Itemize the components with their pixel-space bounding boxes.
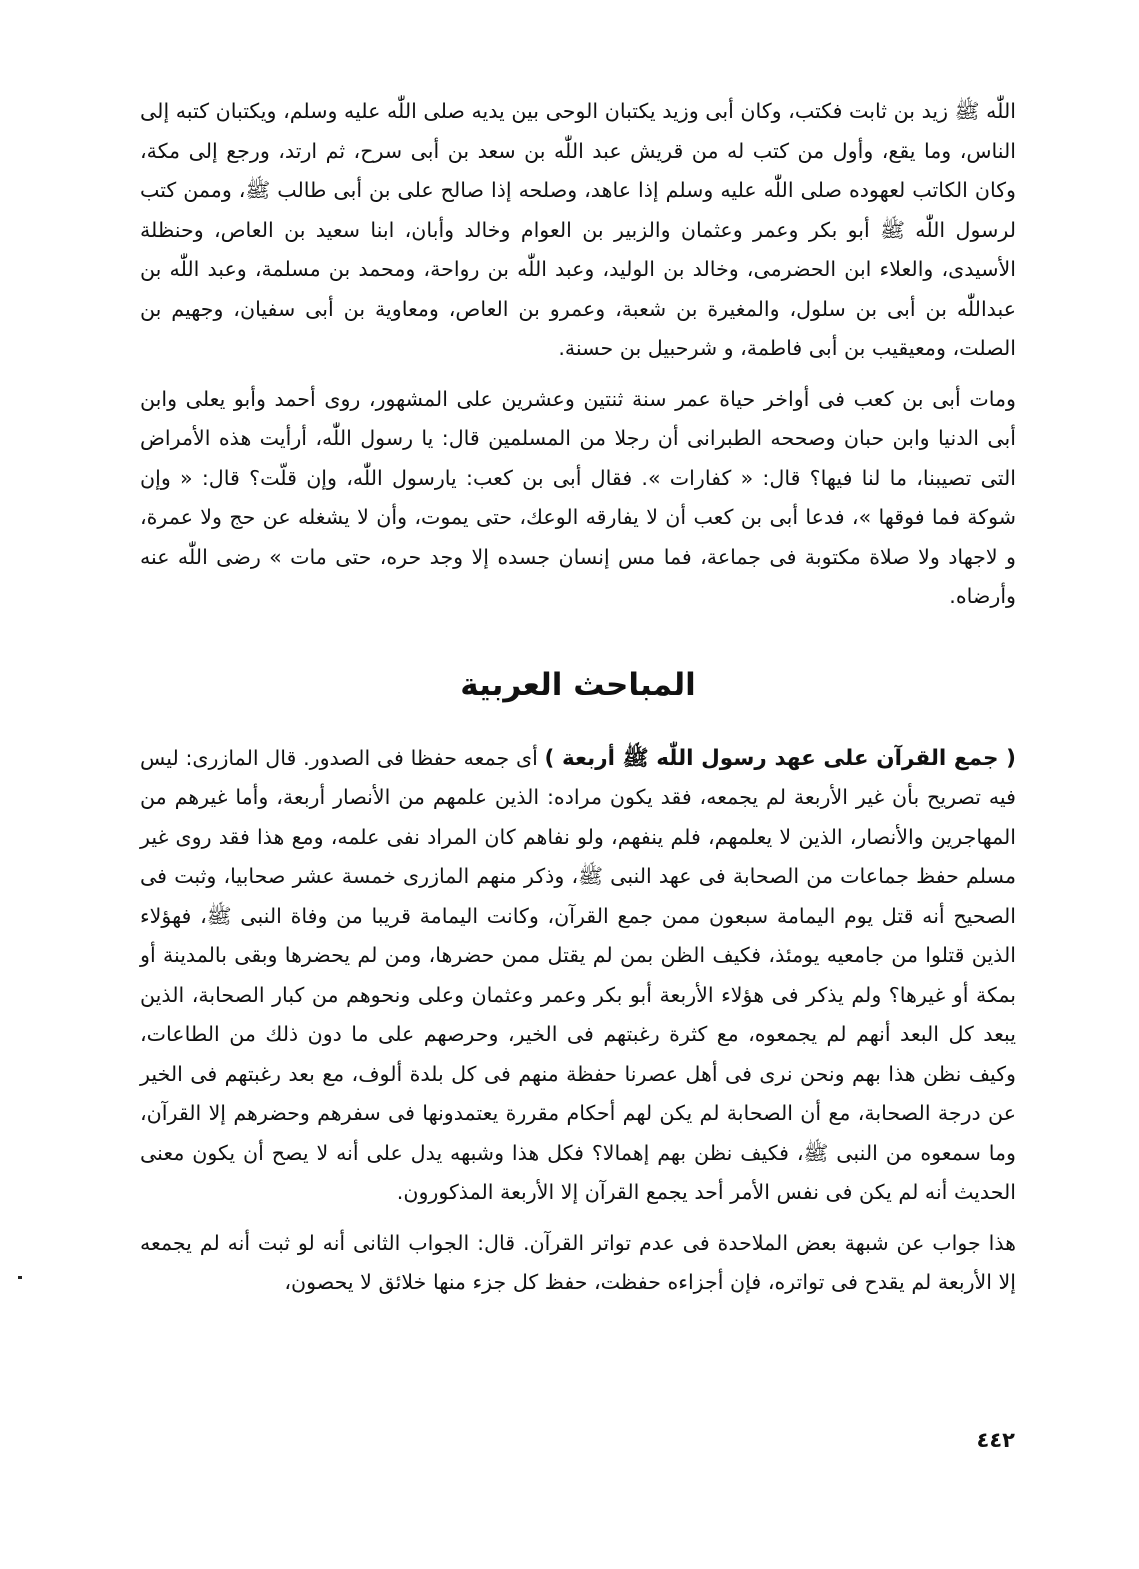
section-title: المباحث العربية: [460, 666, 696, 703]
page-number: ٤٤٢: [976, 1428, 1015, 1452]
section-body-text: أى جمعه حفظا فى الصدور. قال المازرى: ليس فيه تصريح بأن غير الأربعة لم يجمعه، فقد يكون مراده: الذين علمهم من الأنصار أربعة، وأما غيرهم من المهاجرين والأنصار، الذين لا يعلمهم، فلم ينفهم، ولو نفاهم كان المراد نفى علمه، ومع هذا فقد روى غير مسلم حفظ جماعات من الصحابة فى عهد النبى ﷺ، وذكر منهم المازرى خمسة عشر صحابيا، وثبت فى الصحيح أنه قتل يوم اليمامة سبعون ممن جمع القرآن، وكانت اليمامة قريبا من وفاة النبى ﷺ، فهؤلاء الذين قتلوا من جامعيه يومئذ، فكيف الظن بمن لم يقتل ممن حضرها، ومن لم يحضرها وبقى بالمدينة أو بمكة أو غيرها؟ ولم يذكر فى هؤلاء الأربعة أبو بكر وعمر وعثمان وعلى ونحوهم من كبار الصحابة، الذين يبعد كل البعد أنهم لم يجمعوه، مع كثرة رغبتهم فى الخير، وحرصهم على ما دون ذلك من الطاعات، وكيف نظن هذا بهم ونحن نرى فى أهل عصرنا حفظة منهم فى كل بلدة ألوف، مع بعد رغبتهم فى الخير عن درجة الصحابة، مع أن الصحابة لم يكن لهم أحكام مقررة يعتمدونها فى سفرهم وحضرهم إلا القرآن، وما سمعوه من النبى ﷺ، فكيف نظن بهم إهمالا؟ فكل هذا وشبهه يدل على أنه لا يصح أن يكون معنى الحديث أنه لم يكن فى نفس الأمر أحد يجمع القرآن إلا الأربعة المذكورون.: [140, 745, 1016, 1204]
paragraph-reply: هذا جواب عن شبهة بعض الملاحدة فى عدم تواتر القرآن. قال: الجواب الثانى أنه لو ثبت أنه لم يجمعه إلا الأربعة لم يقدح فى تواتره، فإن أجزاءه حفظت، حفظ كل جزء منها خلائق لا يحصون،: [140, 1230, 1016, 1294]
section-lead: ( جمع القرآن على عهد رسول اللّٰه ﷺ أربعة ): [544, 745, 1016, 771]
margin-mark: [18, 1276, 22, 1279]
paragraph-scribes: اللّٰه ﷺ زيد بن ثابت فكتب، وكان أبى وزيد يكتبان الوحى بين يديه صلى اللّٰه عليه وسلم، ويكتبان كتبه إلى الناس، وما يقع، وأول من كتب له من قريش عبد اللّٰه بن سعد بن أبى سرح، ثم ارتد، ورجع إلى مكة، وكان الكاتب لعهوده صلى اللّٰه عليه وسلم إذا عاهد، وصلحه إذا صالح على بن أبى طالب ﷺ، وممن كتب لرسول اللّٰه ﷺ أبو بكر وعمر وعثمان والزبير بن العوام وخالد وأبان، ابنا سعيد بن العاص، وحنظلة الأسيدى، والعلاء ابن الحضرمى، وخالد بن الوليد، وعبد اللّٰه بن رواحة، ومحمد بن مسلمة، وعبد اللّٰه بن عبداللّٰه بن أبى بن سلول، والمغيرة بن شعبة، وعمرو بن العاص، ومعاوية بن أبى سفيان، وجهيم بن الصلت، ومعيقيب بن أبى فاطمة، و شرحبيل بن حسنة.: [140, 99, 1016, 360]
page-body: [140, 92, 1016, 1303]
paragraph-quran-collection: [140, 739, 1016, 1213]
paragraph-death-of-ubayy: ومات أبى بن كعب فى أواخر حياة عمر سنة ثنتين وعشرين على المشهور، روى أحمد وأبو يعلى وابن أبى الدنيا وابن حبان وصححه الطبرانى أن رجلا من المسلمين قال: يا رسول اللّٰه، أرأيت هذه الأمراض التى تصيبنا، ما لنا فيها؟ قال: « كفارات ». فقال أبى بن كعب: يارسول اللّٰه، وإن قلّت؟ قال: « وإن شوكة فما فوقها »، فدعا أبى بن كعب أن لا يفارقه الوعك، حتى يموت، وأن لا يشغله عن حج ولا عمرة، و لاجهاد ولا صلاة مكتوبة فى جماعة، فما مس إنسان جسده إلا وجد حره، حتى مات » رضى اللّٰه عنه وأرضاه.: [140, 386, 1016, 608]
